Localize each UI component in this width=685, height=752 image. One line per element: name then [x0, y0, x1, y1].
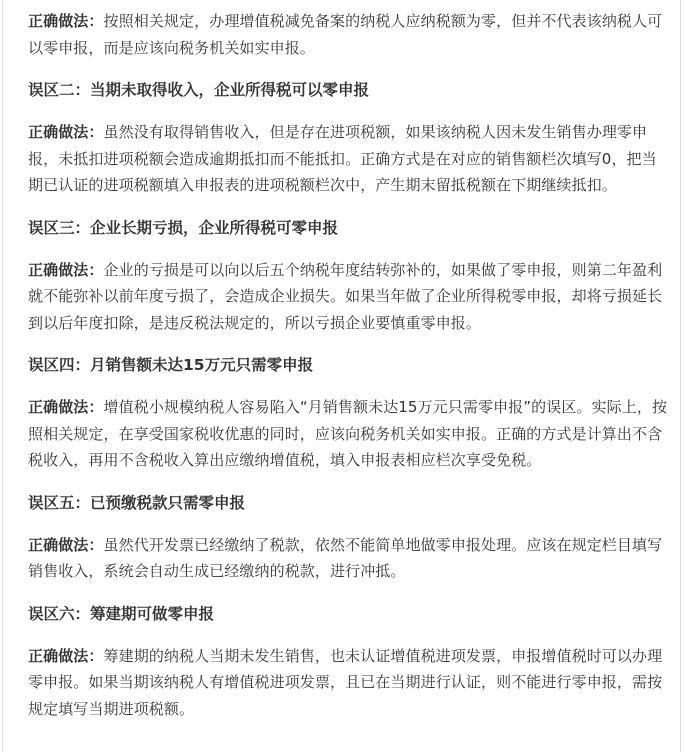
paragraph-correct-practice-5 — [28, 532, 668, 585]
correct-practice-label: 正确做法： — [28, 123, 104, 141]
heading-myth-2: 误区二：当期未取得收入，企业所得税可以零申报 — [28, 81, 370, 99]
correct-practice-label: 正确做法： — [28, 646, 104, 665]
heading-myth-3: 误区三：企业长期亏损，企业所得税可零申报 — [28, 218, 339, 237]
paragraph-text: 筹建期的纳税人当期未发生销售，也未认证增值税进项发票，申报增值税时可以办理零申报。如果当期该纳税人有增值税进项发票，且已在当期进行认证，则不能进行零申报，需按规定填写当期进项税额。 — [28, 646, 663, 718]
heading-myth-4: 误区四：月销售额未达15万元只需零申报 — [28, 356, 314, 374]
heading-myth-5: 误区五：已预缴税款只需零申报 — [28, 493, 246, 512]
heading-myth-6: 误区六：筹建期可做零申报 — [28, 604, 215, 623]
correct-practice-label: 正确做法： — [28, 260, 104, 279]
correct-practice-label: 正确做法： — [28, 535, 104, 554]
paragraph-correct-practice-2 — [28, 119, 668, 199]
article-content — [28, 8, 668, 738]
paragraph-text: 虽然没有取得销售收入，但是存在进项税额，如果该纳税人因未发生销售办理零申报，未抵扣进项税额会造成逾期抵扣而不能抵扣。正确方式是在对应的销售额栏次填写0，把当期已认证的进项税额填入申报表的进项税额栏次中，产生期末留抵税额在下期继续抵扣。 — [28, 123, 657, 194]
paragraph-correct-practice-3 — [28, 257, 668, 337]
paragraph-correct-practice-4 — [28, 394, 668, 474]
paragraph-text: 虽然代开发票已经缴纳了税款，依然不能简单地做零申报处理。应该在规定栏目填写销售收入，系统会自动生成已经缴纳的税款，进行冲抵。 — [28, 535, 663, 580]
paragraph-text: 增值税小规模纳税人容易陷入“月销售额未达15万元只需零申报”的误区。实际上，按照相关规定，在享受国家税收优惠的同时，应该向税务机关如实申报。正确的方式是计算出不含税收入，再用不含税收入算出应缴纳增值税，填入申报表相应栏次享受免税。 — [28, 398, 668, 469]
paragraph-correct-practice-1 — [28, 8, 668, 61]
paragraph-text: 企业的亏损是可以向以后五个纳税年度结转弥补的，如果做了零申报，则第二年盈利就不能弥补以前年度亏损了，会造成企业损失。如果当年做了企业所得税零申报，却将亏损延长到以后年度扣除，是违反税法规定的，所以亏损企业要慎重零申报。 — [28, 260, 663, 332]
article-frame — [2, 0, 681, 752]
correct-practice-label: 正确做法： — [28, 398, 104, 416]
paragraph-text: 按照相关规定，办理增值税减免备案的纳税人应纳税额为零，但并不代表该纳税人可以零申报，而是应该向税务机关如实申报。 — [28, 12, 663, 57]
paragraph-correct-practice-6 — [28, 643, 668, 723]
correct-practice-label: 正确做法： — [28, 12, 104, 30]
